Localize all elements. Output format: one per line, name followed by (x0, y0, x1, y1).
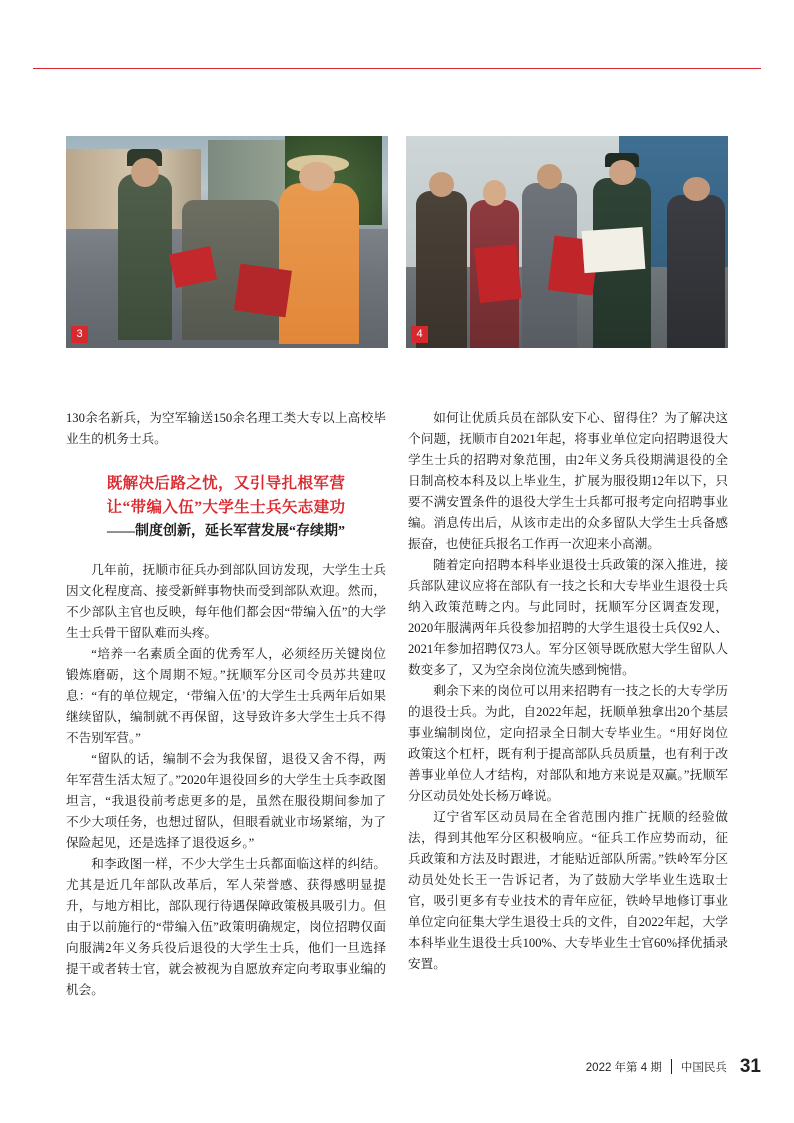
photo-4-person-1-head (429, 172, 454, 197)
headline-line-2: 让“带编入伍”大学生士兵矢志建功 (106, 499, 346, 516)
body-paragraph: 如何让优质兵员在部队安下心、留得住？为了解决这个问题，抚顺市自2021年起，将事业单位定向招聘退役大学生士兵的招聘对象范围，由2年义务兵役期满退役的全日制高校本科及以上毕业生，扩展为服役期12年以下，只要不满安置条件的退役大学生士兵都可报考定向招聘事业编。消息传出后，从该市走出的众多留队大学生士兵备感振奋，也使征兵报名工作再一次迎来小高潮。 (408, 411, 728, 551)
footer-divider (671, 1059, 672, 1074)
magazine-name: 中国民兵 (680, 1061, 727, 1074)
photo-3-civilian-head (299, 162, 334, 191)
photo-4-red-envelope-a (474, 244, 521, 303)
headline-line-1: 既解决后路之忧，又引导扎根军营 (106, 475, 346, 492)
photo-4-document (582, 227, 646, 274)
page-number: 31 (739, 1056, 761, 1077)
photo-3-soldier-head (131, 158, 159, 188)
left-text-column (66, 408, 386, 1001)
body-paragraph: 几年前，抚顺市征兵办到部队回访发现，大学生士兵因文化程度高、接受新鲜事物快而受到部队欢迎。然而，不少部队主官也反映，每年他们都会因“带编入伍”的大学生士兵骨干留队难而头疼。 (66, 563, 386, 640)
photo-4-person-3-head (537, 164, 562, 189)
body-paragraph: 辽宁省军区动员局在全省范围内推广抚顺的经验做法，得到其他军分区积极响应。“征兵工作应势而动，征兵政策和方法及时跟进，才能贴近部队所需。”铁岭军分区动员处处长王一告诉记者，为了鼓励大学毕业生选取士官，吸引更多有专业技术的青年应征，铁岭早地修订事业单位定向征集大学生退役士兵的文件，自2022年起，大学本科毕业生退役士兵100%、大专毕业生士官60%择优插录安置。 (408, 810, 728, 971)
photo-3-civilian (279, 183, 360, 344)
continued-paragraph: 130余名新兵，为空军输送150余名理工类大专以上高校毕业生的机务士兵。 (66, 411, 386, 446)
body-paragraph: 剩余下来的岗位可以用来招聘有一技之长的大专学历的退役士兵。为此，自2022年起，抚顺单独拿出20个基层事业编制岗位，定向招录全日制大专毕业生。“用好岗位政策这个杠杆，既有利于提高部队兵员质量，也有利于改善事业单位人才结构，对部队和地方来说是双赢。”抚顺军分区动员处处长杨万峰说。 (408, 684, 728, 803)
photo-3-leaflet-b (234, 264, 292, 317)
photo-4-person-5-head (683, 177, 710, 201)
right-text-column (408, 408, 728, 975)
article-headline (66, 472, 386, 544)
photo-4-person-2-head (483, 180, 506, 205)
body-paragraph: “留队的话，编制不会为我保留，退役又舍不得，两年军营生活太短了。”2020年退役回乡的大学生士兵李政图坦言，“我退役前考虑更多的是，虽然在服役期间参加了不少大项任务，也想过留队，但眼看就业市场紧缩，为了保险起见，还是选择了退役返乡。” (66, 752, 386, 850)
photo-4-officer-head (609, 160, 636, 185)
body-paragraph: 随着定向招聘本科毕业退役士兵政策的深入推进，接兵部队建议应将在部队有一技之长和大专毕业生退役士兵纳入政策范畴之内。与此同时，抚顺军分区调查发现，2020年服满两年兵役参加招聘的大学生退役士兵仅92人、2021年参加招聘仅73人。军分区领导既欣慰大学生留队人数变多了，又为空余岗位流失感到惋惜。 (408, 558, 728, 677)
page-footer (586, 1057, 761, 1076)
photo-3 (66, 136, 388, 348)
headline-subtitle: ——制度创新，延长军营发展“存续期” (107, 524, 345, 539)
photo-4-person-5 (667, 195, 725, 348)
body-paragraph: “培养一名素质全面的优秀军人，必须经历关键岗位锻炼磨砺，这个周期不短。”抚顺军分区司令员苏共建叹息：“有的单位规定，‘带编入伍’的大学生士兵两年后如果继续留队，编制就不再保留，这导致许多大学生士兵不得不告别军营。” (66, 647, 386, 745)
photo-3-soldier (118, 174, 173, 339)
issue-label: 2022 年第 4 期 (585, 1061, 662, 1074)
photo-4-person-1 (416, 191, 468, 348)
photo-row (66, 136, 728, 348)
top-rule-divider (33, 68, 761, 69)
body-paragraph: 和李政图一样，不少大学生士兵都面临这样的纠结。尤其是近几年部队改革后，军人荣誉感、获得感明显提升，与地方相比，部队现行待遇保障政策极具吸引力。但由于以前施行的“带编入伍”政策明确规定，岗位招聘仅面向服满2年义务兵役后退役的大学生士兵，他们一旦选择提干或者转士官，就会被视为自愿放弃定向考取事业编的机会。 (66, 857, 386, 997)
photo-4-number-badge: 4 (411, 326, 428, 343)
photo-3-number-badge: 3 (71, 326, 88, 343)
photo-4 (406, 136, 728, 348)
